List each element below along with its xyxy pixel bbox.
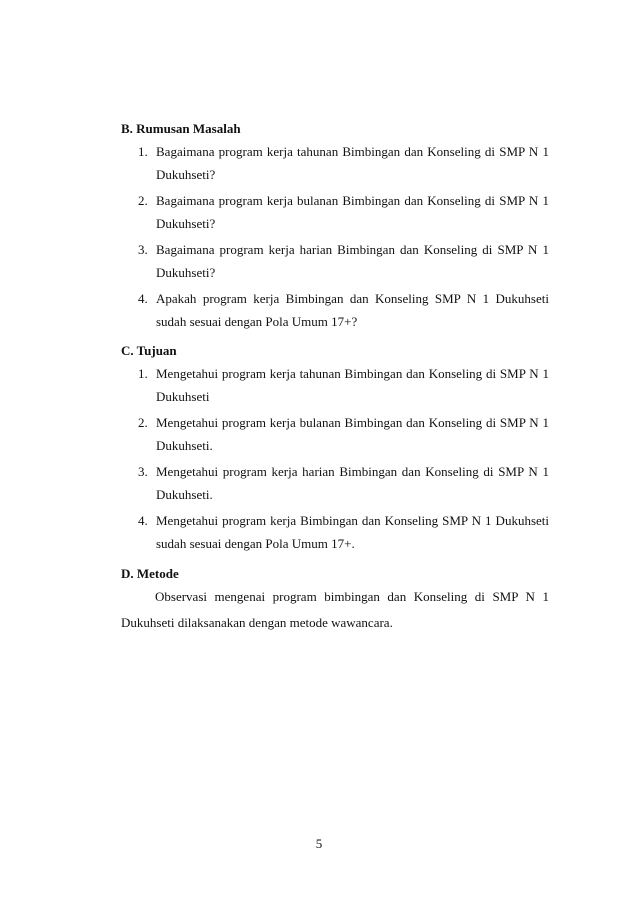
list-item-number: 3.	[138, 242, 148, 257]
list-item-text: Bagaimana program kerja harian Bimbingan dan Konseling di SMP N 1 Dukuhseti?	[156, 242, 549, 280]
list-item-text: Mengetahui program kerja tahunan Bimbingan dan Konseling di SMP N 1 Dukuhseti	[156, 366, 549, 404]
list-item-number: 2.	[138, 415, 148, 430]
list-item	[138, 362, 549, 408]
list-item-text: Mengetahui program kerja bulanan Bimbingan dan Konseling di SMP N 1 Dukuhseti.	[156, 415, 549, 453]
tujuan-list	[138, 362, 549, 558]
section-heading-metode: D. Metode	[121, 566, 179, 581]
rumusan-masalah-list	[138, 140, 549, 336]
list-item	[138, 287, 549, 333]
list-item	[138, 189, 549, 235]
metode-paragraph: Observasi mengenai program bimbingan dan Konseling di SMP N 1 Dukuhseti dilaksanakan dengan metode wawancara.	[121, 589, 549, 630]
list-item	[138, 411, 549, 457]
list-item-number: 1.	[138, 144, 148, 159]
page-number: 5	[315, 836, 323, 851]
list-item-text: Apakah program kerja Bimbingan dan Konseling SMP N 1 Dukuhseti sudah sesuai dengan Pola Umum 17+?	[156, 291, 549, 329]
section-heading-tujuan: C. Tujuan	[121, 343, 177, 358]
list-item	[138, 238, 549, 284]
list-item	[138, 509, 549, 555]
list-item-text: Bagaimana program kerja tahunan Bimbingan dan Konseling di SMP N 1 Dukuhseti?	[156, 144, 549, 182]
list-item-text: Mengetahui program kerja Bimbingan dan Konseling SMP N 1 Dukuhseti sudah sesuai dengan Pola Umum 17+.	[156, 513, 549, 551]
section-heading-rumusan-masalah: B. Rumusan Masalah	[121, 121, 241, 136]
list-item-text: Bagaimana program kerja bulanan Bimbingan dan Konseling di SMP N 1 Dukuhseti?	[156, 193, 549, 231]
list-item-number: 2.	[138, 193, 148, 208]
list-item-number: 3.	[138, 464, 148, 479]
list-item	[138, 460, 549, 506]
list-item	[138, 140, 549, 186]
list-item-number: 1.	[138, 366, 148, 381]
list-item-number: 4.	[138, 513, 148, 528]
list-item-number: 4.	[138, 291, 148, 306]
list-item-text: Mengetahui program kerja harian Bimbingan dan Konseling di SMP N 1 Dukuhseti.	[156, 464, 549, 502]
